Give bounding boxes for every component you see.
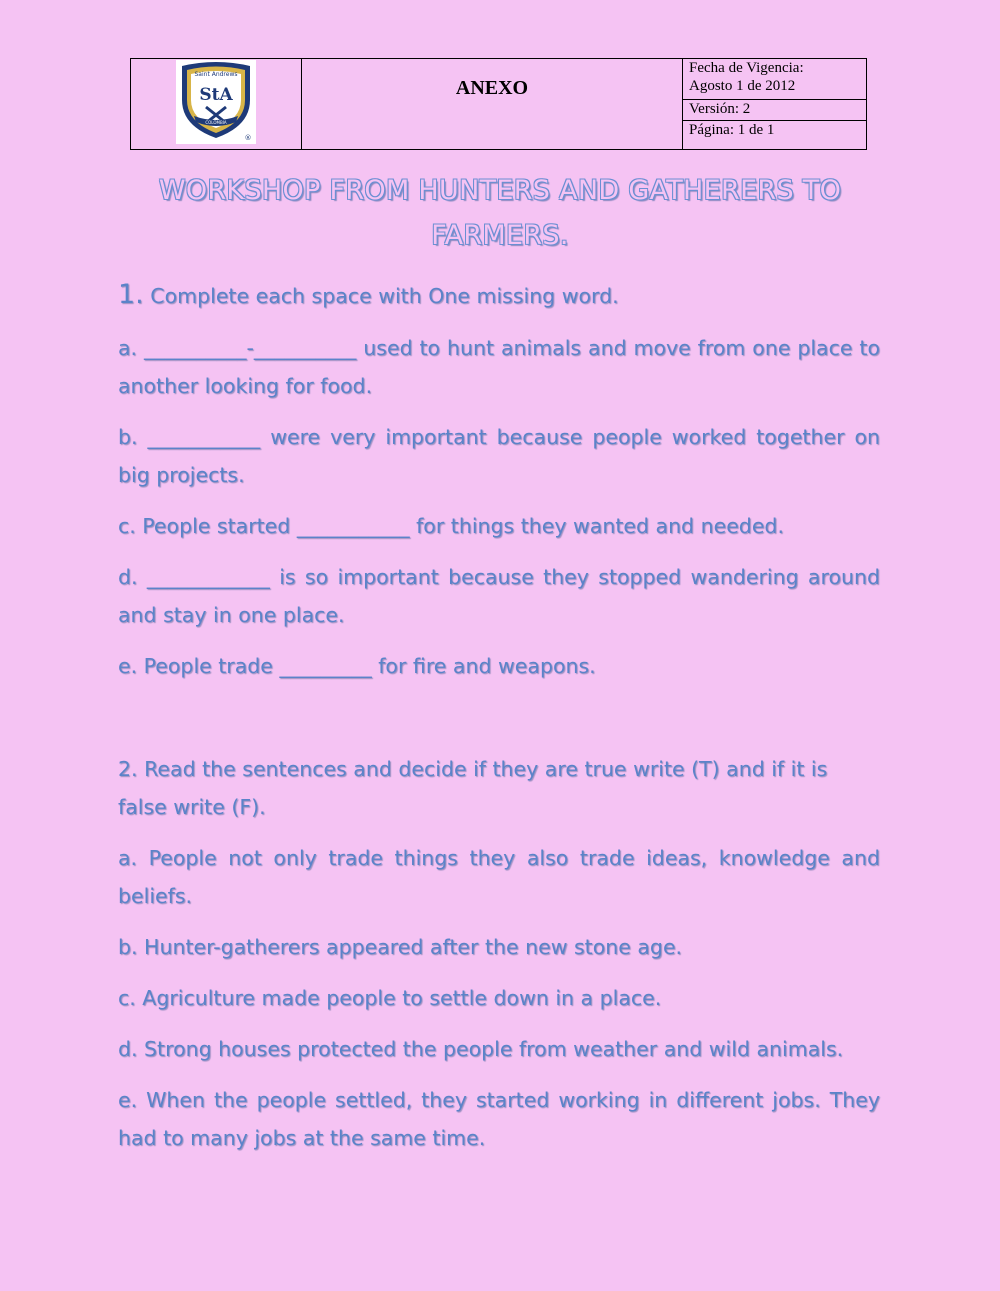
anexo-cell	[302, 59, 683, 150]
version-cell: Versión: 2	[683, 100, 867, 121]
document-header-table	[130, 58, 867, 150]
workshop-title-line-1: WORKSHOP FROM HUNTERS AND GATHERERS TO	[158, 175, 842, 206]
workshop-title-line-2: FARMERS.	[431, 220, 569, 251]
section-1-item-d: d. ____________ is so important because they stopped wandering around and stay in one place.	[118, 565, 880, 627]
section-2-item-b: b. Hunter-gatherers appeared after the new stone age.	[118, 935, 683, 959]
fecha-vigencia-label: Fecha de Vigencia:	[689, 60, 804, 76]
logo-registered-mark: ®	[244, 134, 252, 142]
section-2-item-c: c. Agriculture made people to settle down in a place.	[118, 986, 662, 1010]
section-2-instruction: 2. Read the sentences and decide if they are true write (T) and if it is false write (F).	[118, 757, 828, 819]
school-crest-icon	[176, 60, 256, 144]
logo-monogram: StA	[199, 85, 233, 105]
section-2-item-d: d. Strong houses protected the people from weather and wild animals.	[118, 1037, 844, 1061]
section-1-instruction	[118, 276, 880, 315]
school-logo	[176, 60, 256, 144]
section-2-item-e: e. When the people settled, they started working in different jobs. They had to many jobs at the same time.	[118, 1088, 880, 1150]
section-1-instruction-text: Complete each space with One missing word.	[143, 284, 619, 308]
logo-country: COLOMBIA	[205, 120, 227, 125]
section-1-item-e: e. People trade _________ for fire and weapons.	[118, 654, 596, 678]
logo-cell	[131, 59, 302, 150]
logo-arc-text: Saint Andrews	[194, 71, 238, 78]
anexo-label: ANEXO	[455, 77, 529, 99]
pagina-cell: Página: 1 de 1	[683, 120, 867, 149]
fecha-vigencia-date: Agosto 1 de 2012	[689, 78, 796, 94]
workshop-title	[130, 168, 870, 258]
section-1-number: 1.	[118, 279, 144, 310]
section-1-item-b: b. ___________ were very important because people worked together on big projects.	[118, 425, 880, 487]
section-1-item-c: c. People started ___________ for things they wanted and needed.	[118, 514, 784, 538]
section-2-item-a: a. People not only trade things they also trade ideas, knowledge and beliefs.	[118, 846, 880, 908]
section-1-item-a: a. __________-__________ used to hunt animals and move from one place to another looking for food.	[118, 336, 880, 398]
fecha-vigencia-cell	[683, 59, 867, 100]
